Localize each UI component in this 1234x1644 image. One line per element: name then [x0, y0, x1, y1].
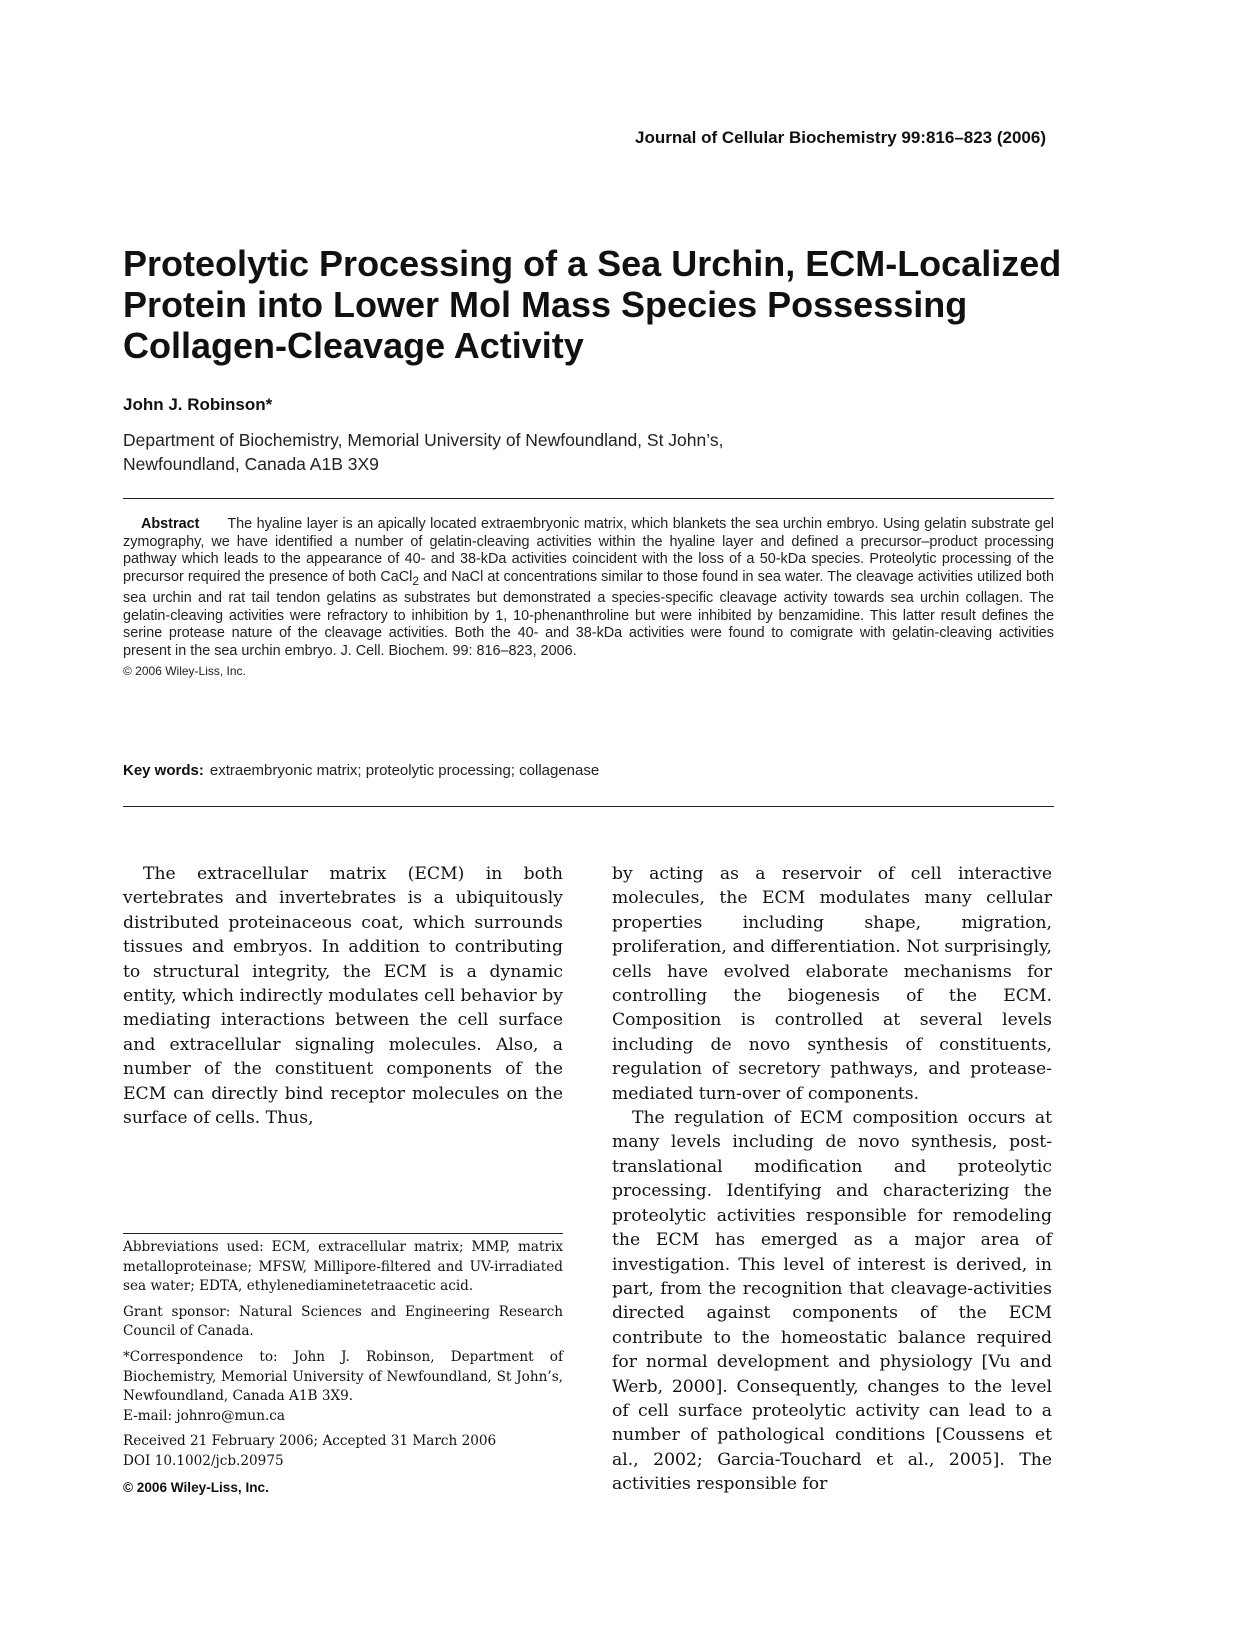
abstract-block — [123, 516, 1054, 680]
article-title: Proteolytic Processing of a Sea Urchin, ECM-Localized Protein into Lower Mol Mass Species Possessing Collagen-Cleavage Activity — [123, 243, 1062, 366]
abstract-label: Abstract — [141, 516, 200, 532]
keywords — [123, 762, 599, 779]
abstract-text-continued: and NaCl at concentrations similar to those found in sea water. The cleavage activities utilized both sea urchin and rat tail tendon gelatins as substrates but demonstrated a species-specific cleavage activity towards sea urchin collagen. The gelatin-cleaving activities were refractory to inhibition by 1, 10-phenanthroline but were inhibited by benzamidine. This latter result defines the serine protease nature of the cleavage activities. Both the 40- and 38-kDa activities were found to comigrate with gelatin-cleaving activities present in the sea urchin embryo. J. Cell. Biochem. 99: 816–823, 2006. — [123, 568, 1054, 660]
footnote-email: E-mail: johnro@mun.ca — [123, 1407, 285, 1424]
keywords-label: Key words: — [123, 762, 204, 779]
author-affiliation — [123, 428, 883, 476]
footnote-grant: Grant sponsor: Natural Sciences and Engineering Research Council of Canada. — [123, 1303, 563, 1340]
body-paragraph: by acting as a reservoir of cell interactive molecules, the ECM modulates many cellular properties including shape, migration, proliferation, and differentiation. Not surprisingly, cells have evolved elaborate mechanisms for controlling the biogenesis of the ECM. Composition is controlled at several levels including de novo synthesis of constituents, regulation of secretory pathways, and protease-mediated turn-over of components. — [612, 864, 1052, 1104]
body-paragraph: The regulation of ECM composition occurs at many levels including de novo synthesis, post-translational modification and proteolytic processing. Identifying and characterizing the proteolytic activities responsible for remodeling the ECM has emerged as a major area of investigation. This level of interest is derived, in part, from the recognition that cleavage-activities directed against components of the ECM contribute to the homeostatic balance required for normal development and physiology [Vu and Werb, 2000]. Consequently, changes to the level of cell surface proteolytic activity can lead to a number of pathological conditions [Coussens et al., 2002; Garcia-Touchard et al., 2005]. The activities responsible for — [612, 1108, 1052, 1495]
keywords-text: extraembryonic matrix; proteolytic processing; collagenase — [209, 762, 600, 779]
abstract-copyright: © 2006 Wiley-Liss, Inc. — [123, 663, 246, 678]
abstract-subscript: 2 — [412, 573, 420, 588]
body-paragraph: The extracellular matrix (ECM) in both vertebrates and invertebrates is a ubiquitously distributed proteinaceous coat, which surrounds tissues and embryos. In addition to contributing to structural integrity, the ECM is a dynamic entity, which indirectly modulates cell behavior by mediating interactions between the cell surface and extracellular signaling molecules. Also, a number of the constituent components of the ECM can directly bind receptor molecules on the surface of cells. Thus, — [123, 864, 563, 1129]
affiliation-line: Newfoundland, Canada A1B 3X9 — [123, 454, 379, 474]
footnote-correspondence: *Correspondence to: John J. Robinson, Department of Biochemistry, Memorial University of Newfoundland, St John’s, Newfoundland, Canada A1B 3X9. — [123, 1348, 563, 1405]
body-column-right — [612, 862, 1052, 1497]
author-name: John J. Robinson* — [123, 395, 273, 414]
footnote-copyright: © 2006 Wiley-Liss, Inc. — [123, 1479, 269, 1495]
footnote-abbreviations: Abbreviations used: ECM, extracellular matrix; MMP, matrix metalloproteinase; MFSW, Millipore-filtered and UV-irradiated sea water; EDTA, ethylenediaminetetraacetic acid. — [123, 1239, 563, 1295]
footnote-rule — [123, 1233, 563, 1234]
abstract-bottom-rule — [123, 806, 1054, 807]
abstract-text: The hyaline layer is an apically located extraembryonic matrix, which blankets the sea urchin embryo. Using gelatin substrate gel zymography, we have identified a number of gelatin-cleaving activities within the hyaline layer and defined a precursor–product processing pathway which leads to the appearance of 40- and 38-kDa activities coincident with the loss of a 50-kDa species. Proteolytic processing of the precursor required the presence of both CaCl — [123, 516, 1054, 585]
footnote-received: Received 21 February 2006; Accepted 31 March 2006 — [123, 1433, 497, 1450]
journal-header: Journal of Cellular Biochemistry 99:816–823 (2006) — [634, 128, 1046, 147]
footnotes — [123, 1238, 563, 1503]
footnote-doi: DOI 10.1002/jcb.20975 — [123, 1452, 284, 1469]
affiliation-line: Department of Biochemistry, Memorial University of Newfoundland, St John’s, — [123, 430, 724, 450]
abstract-top-rule — [123, 498, 1054, 499]
body-column-left — [123, 862, 563, 1130]
